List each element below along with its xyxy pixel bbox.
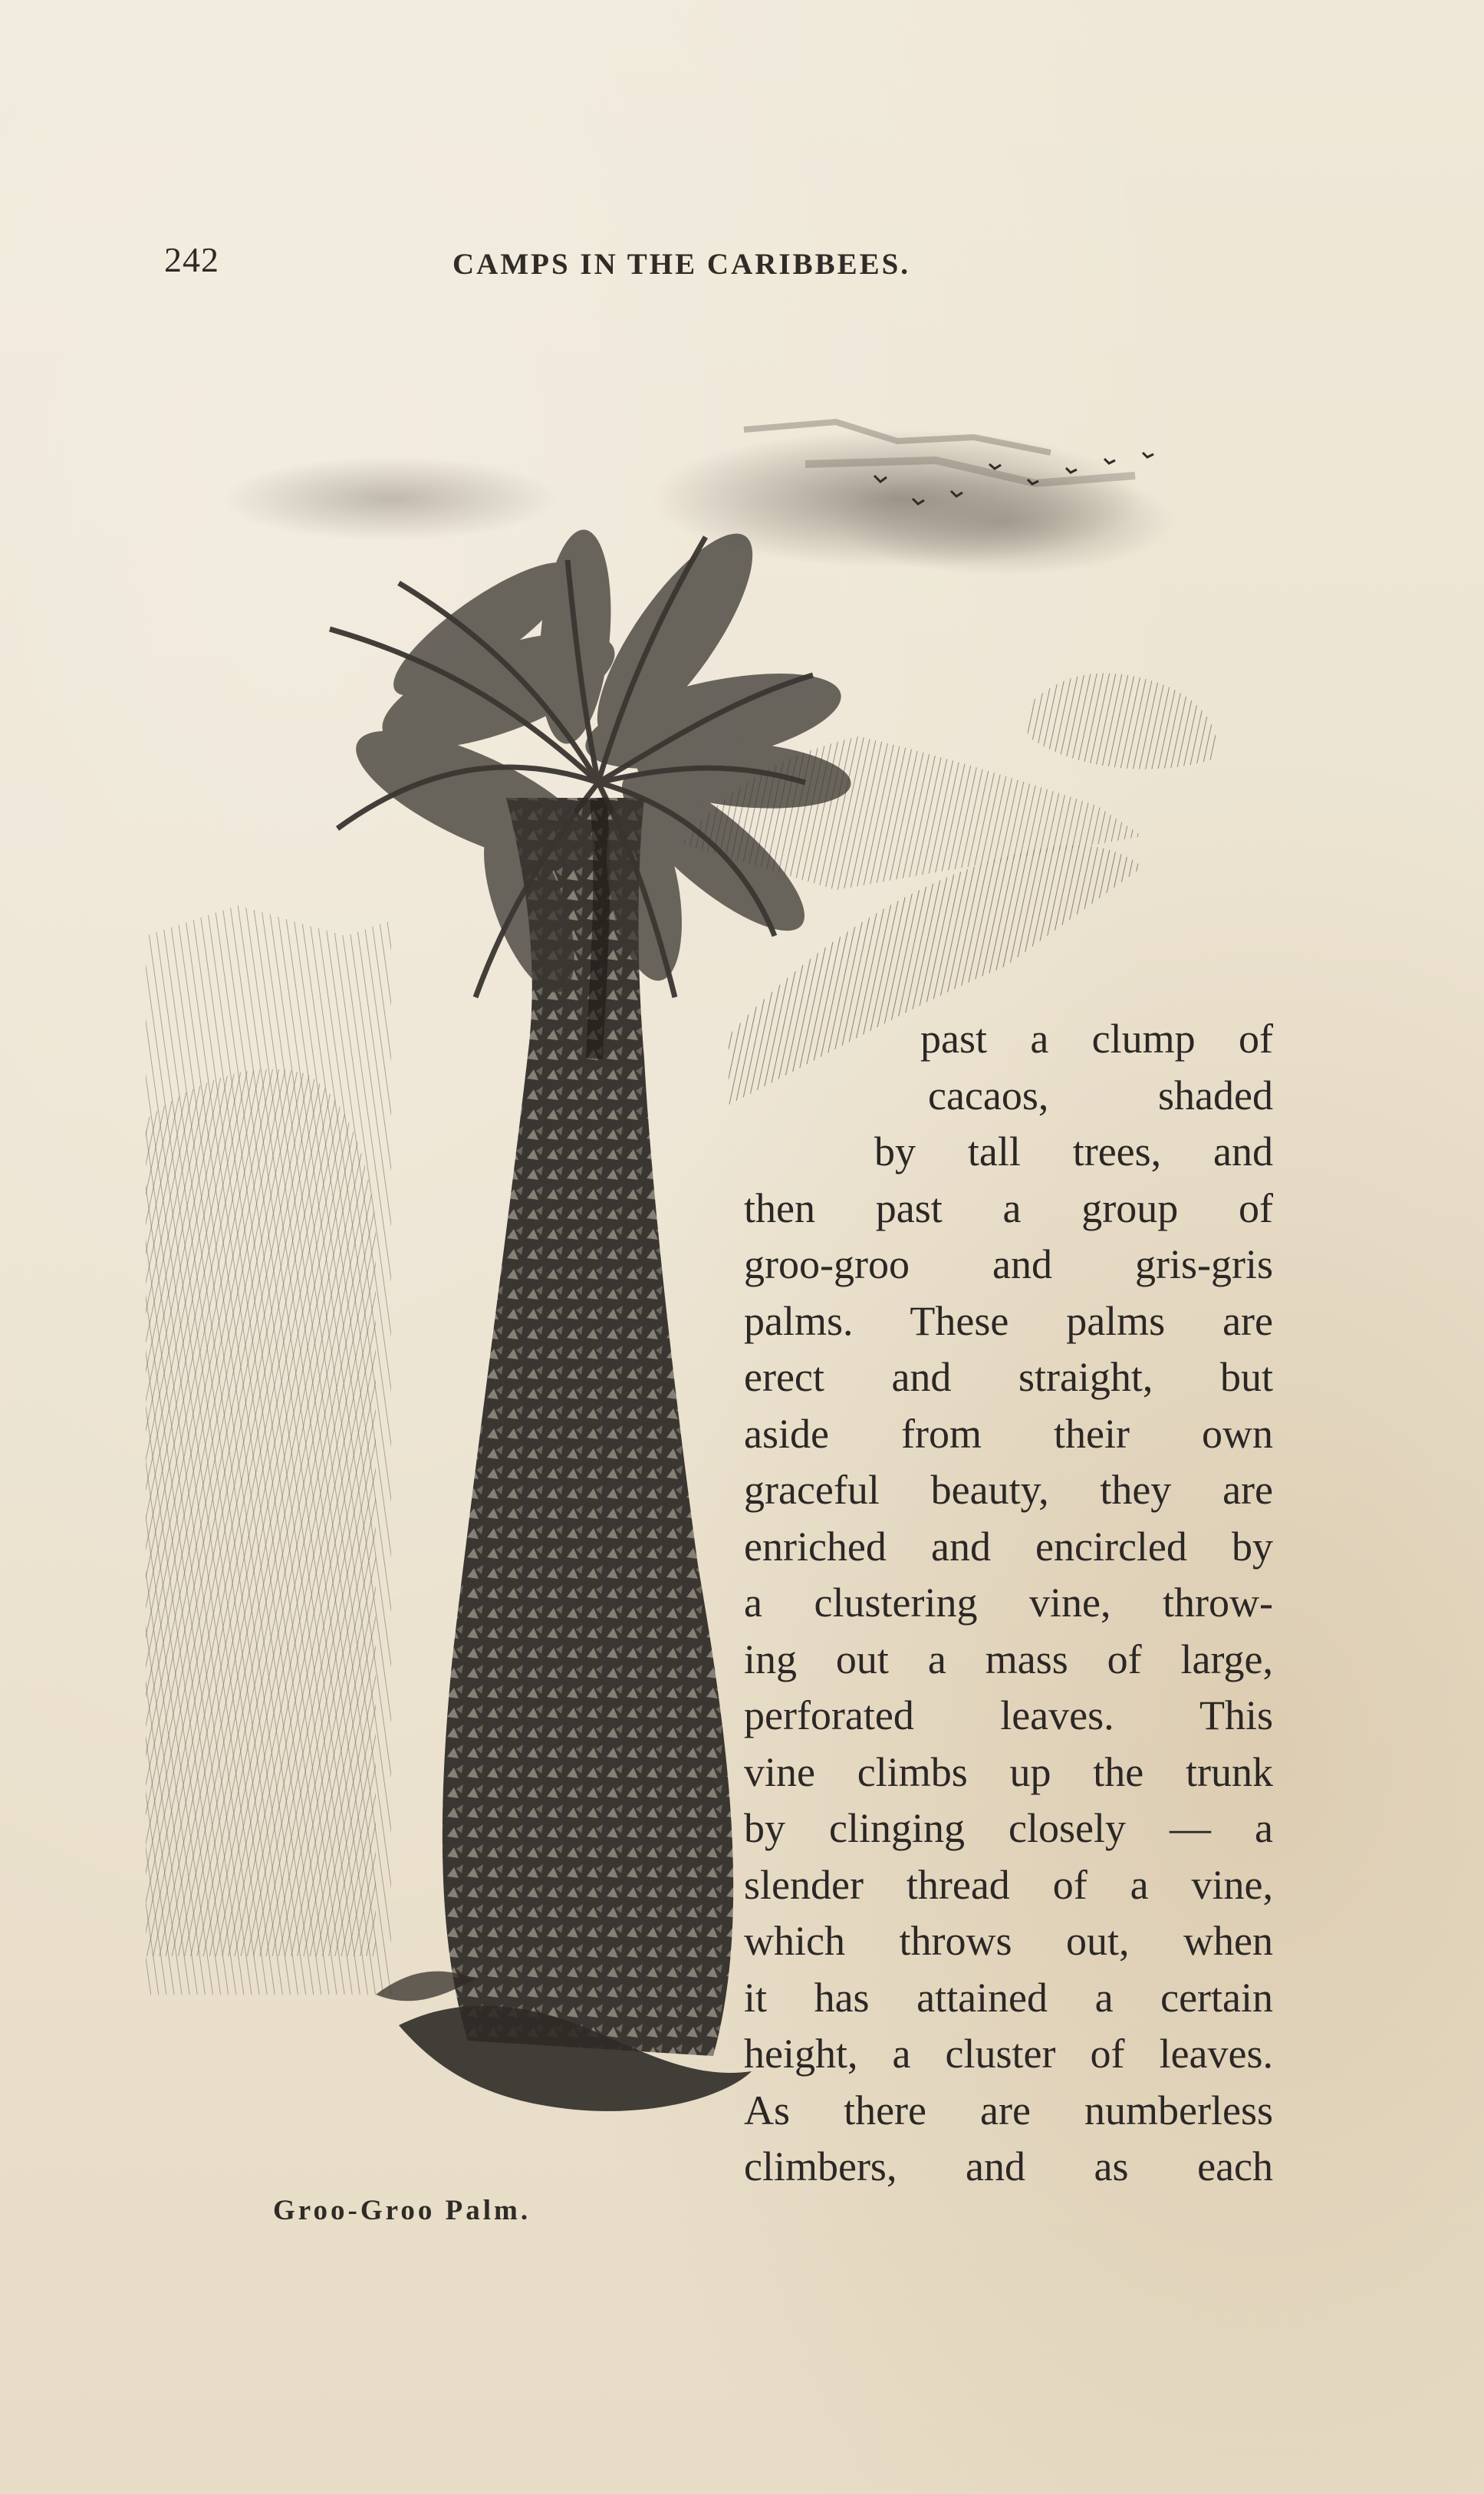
body-text-line: perforated leaves. This [744, 1692, 1273, 1738]
body-text-line: groo-groo and gris-gris [744, 1241, 1273, 1287]
body-text-line: enriched and encircled by [744, 1523, 1273, 1570]
body-text-line: vine climbs up the trunk [744, 1748, 1273, 1795]
body-text-line: erect and straight, but [744, 1354, 1273, 1400]
body-text-line: by tall trees, and [874, 1128, 1273, 1175]
page-number: 242 [164, 240, 219, 279]
running-title: CAMPS IN THE CARIBBEES. [452, 248, 911, 281]
body-text-line: climbers, and as each [744, 2143, 1273, 2189]
body-text-line: which throws out, when [744, 1918, 1273, 1964]
body-text-line: graceful beauty, they are [744, 1467, 1273, 1513]
palm-trunk [443, 798, 733, 2056]
illustration-caption: Groo-Groo Palm. [273, 2195, 531, 2226]
body-text-line: height, a cluster of leaves. [744, 2031, 1273, 2077]
body-text-line: past a clump of [920, 1016, 1273, 1062]
body-text-line: it has attained a certain [744, 1974, 1273, 2021]
body-text-line: ing out a mass of large, [744, 1636, 1273, 1682]
body-text-line: then past a group of [744, 1184, 1273, 1231]
body-text-line: aside from their own [744, 1410, 1273, 1457]
body-text-line: palms. These palms are [744, 1297, 1273, 1344]
body-text-line: a clustering vine, throw- [744, 1580, 1273, 1626]
body-text-line: cacaos, shaded [928, 1072, 1273, 1119]
body-text-line: As there are numberless [744, 2087, 1273, 2133]
body-text-line: slender thread of a vine, [744, 1861, 1273, 1908]
body-text-line: by clinging closely — a [744, 1805, 1273, 1851]
body-text [744, 1011, 1273, 2196]
